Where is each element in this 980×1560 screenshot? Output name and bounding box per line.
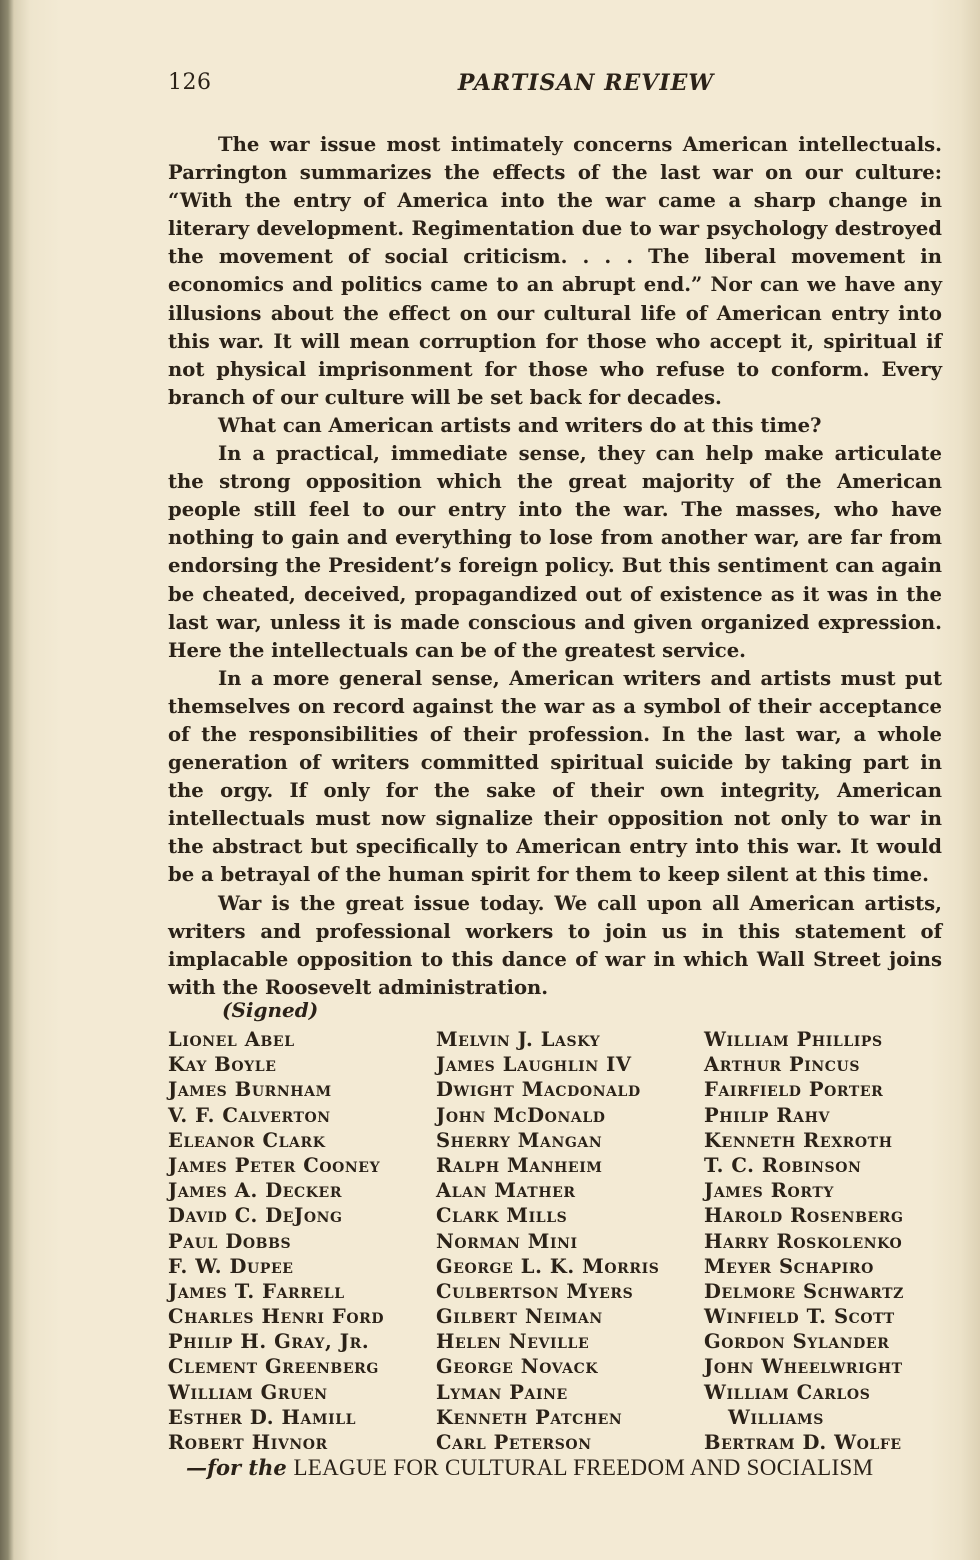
signatory-name: V. F. Calverton	[168, 1103, 331, 1127]
signatory-name: George Novack	[436, 1355, 599, 1379]
signatory-name: Arthur Pincus	[704, 1053, 861, 1077]
signatory-name: Alan Mather	[436, 1179, 576, 1203]
signatory-name: Sherry Mangan	[436, 1128, 603, 1152]
signatory-name: John Wheelwright	[704, 1355, 903, 1379]
paragraph: In a more general sense, American writers and artists must put themselves on record against the war as a symbol of their acceptance of the responsibilities of their profession. In the last war, a whole generation of writers committed spiritual suicide by taking part in the orgy. If only for the sake of their own integrity, American intellectuals must now signalize their opposition not only to war in the abstract but specifically to American entry into this war. It would be a betrayal of the human spirit for them to keep silent at this time.	[168, 666, 942, 887]
signatory-name: F. W. Dupee	[168, 1254, 294, 1278]
signatory-name: Helen Neville	[436, 1330, 590, 1354]
page-number: 126	[168, 70, 212, 95]
paragraph: In a practical, immediate sense, they can help make articulate the strong opposition which the great majority of the American people still feel to our entry into the war. The masses, who have nothing to gain and everything to lose from another war, are far from endorsing the President’s foreign policy. But this sentiment can again be cheated, deceived, propagandized out of existence as it was in the last war, unless it is made conscious and given organized expression. Here the intellectuals can be of the greatest service.	[168, 442, 942, 662]
paragraph: War is the great issue today. We call upon all American artists, writers and professional workers to join us in this statement of implacable opposition to this dance of war in which Wall Street joins with the Roosevelt administration.	[168, 891, 942, 999]
signatory-name: William Carlos	[704, 1380, 871, 1404]
for-label: —for the	[186, 1455, 287, 1480]
signatory-name: Fairfield Porter	[704, 1078, 884, 1102]
signatory-name: John McDonald	[436, 1103, 606, 1127]
signatory-name: James Laughlin IV	[436, 1053, 632, 1077]
signatory-name: Norman Mini	[436, 1229, 578, 1253]
signatories-column-1	[168, 1027, 384, 1455]
signatory-name: Gordon Sylander	[704, 1330, 890, 1354]
signatory-name: Culbertson Myers	[436, 1279, 634, 1303]
signatory-name: Ralph Manheim	[436, 1153, 603, 1177]
signatory-name: James T. Farrell	[168, 1279, 345, 1303]
signatory-name: Harry Roskolenko	[704, 1229, 903, 1253]
article-body	[168, 131, 942, 1002]
signatory-name: David C. DeJong	[168, 1204, 343, 1228]
signatory-name: Lyman Paine	[436, 1380, 568, 1404]
signatory-name: James Peter Cooney	[168, 1153, 381, 1177]
paragraph: What can American artists and writers do at this time?	[218, 413, 822, 437]
signatories-column-3	[704, 1027, 904, 1455]
signatory-name: George L. K. Morris	[436, 1254, 660, 1278]
signatory-name: Paul Dobbs	[168, 1229, 292, 1253]
signatories-column-2	[436, 1027, 660, 1455]
signatory-name: Kenneth Rexroth	[704, 1128, 893, 1152]
signatory-name: Harold Rosenberg	[704, 1204, 904, 1228]
signatory-name: Clark Mills	[436, 1204, 568, 1228]
running-head	[168, 70, 944, 106]
signatory-name: Bertram D. Wolfe	[704, 1431, 902, 1454]
signatory-name: Carl Peterson	[436, 1431, 592, 1454]
signatory-name: Dwight Macdonald	[436, 1078, 641, 1102]
signatory-name: Eleanor Clark	[168, 1128, 326, 1152]
signatory-name: Robert Hivnor	[168, 1431, 328, 1454]
signatory-name: Philip H. Gray, Jr.	[168, 1330, 370, 1354]
signatory-name: Esther D. Hamill	[168, 1405, 357, 1429]
signatory-name: James A. Decker	[168, 1179, 343, 1203]
signatory-name: Lionel Abel	[168, 1028, 295, 1051]
signed-label: (Signed)	[222, 998, 319, 1022]
paragraph: The war issue most intimately concerns American intellectuals. Parrington summarizes the effects of the last war on our culture: “With the entry of America into the war came a sharp change in literary development. Regimentation due to war psychology destroyed the movement of social criticism. . . . The liberal movement in economics and politics came to an abrupt end.” Nor can we have any illusions about the effect on our cultural life of American entry into this war. It will mean corruption for those who accept it, spiritual if not physical imprisonment for those who refuse to conform. Every branch of our culture will be set back for decades.	[168, 133, 942, 409]
signatory-name: Gilbert Neiman	[436, 1305, 603, 1329]
signatory-name: James Burnham	[168, 1078, 332, 1102]
signatory-name: Clement Greenberg	[168, 1355, 379, 1379]
signatory-name-continuation: Williams	[728, 1405, 824, 1429]
signatory-name: William Phillips	[704, 1028, 883, 1051]
signatory-name: William Gruen	[168, 1380, 328, 1404]
journal-title: PARTISAN REVIEW	[457, 70, 715, 96]
signatory-name: Winfield T. Scott	[704, 1305, 895, 1329]
signatories-list	[168, 1027, 944, 1457]
signatory-name: Philip Rahv	[704, 1103, 830, 1127]
signatory-name: Charles Henri Ford	[168, 1305, 385, 1329]
organization-name: LEAGUE FOR CULTURAL FREEDOM AND SOCIALISM	[293, 1455, 874, 1480]
signatory-name: T. C. Robinson	[704, 1153, 862, 1177]
signatory-name: Kenneth Patchen	[436, 1405, 623, 1429]
signatory-name: Meyer Schapiro	[704, 1254, 874, 1278]
signatory-name: Melvin J. Lasky	[436, 1028, 601, 1051]
signatory-name: Delmore Schwartz	[704, 1279, 904, 1303]
signatory-name: Kay Boyle	[168, 1053, 277, 1077]
organization-signature	[186, 1453, 946, 1483]
signatory-name: James Rorty	[704, 1179, 834, 1203]
